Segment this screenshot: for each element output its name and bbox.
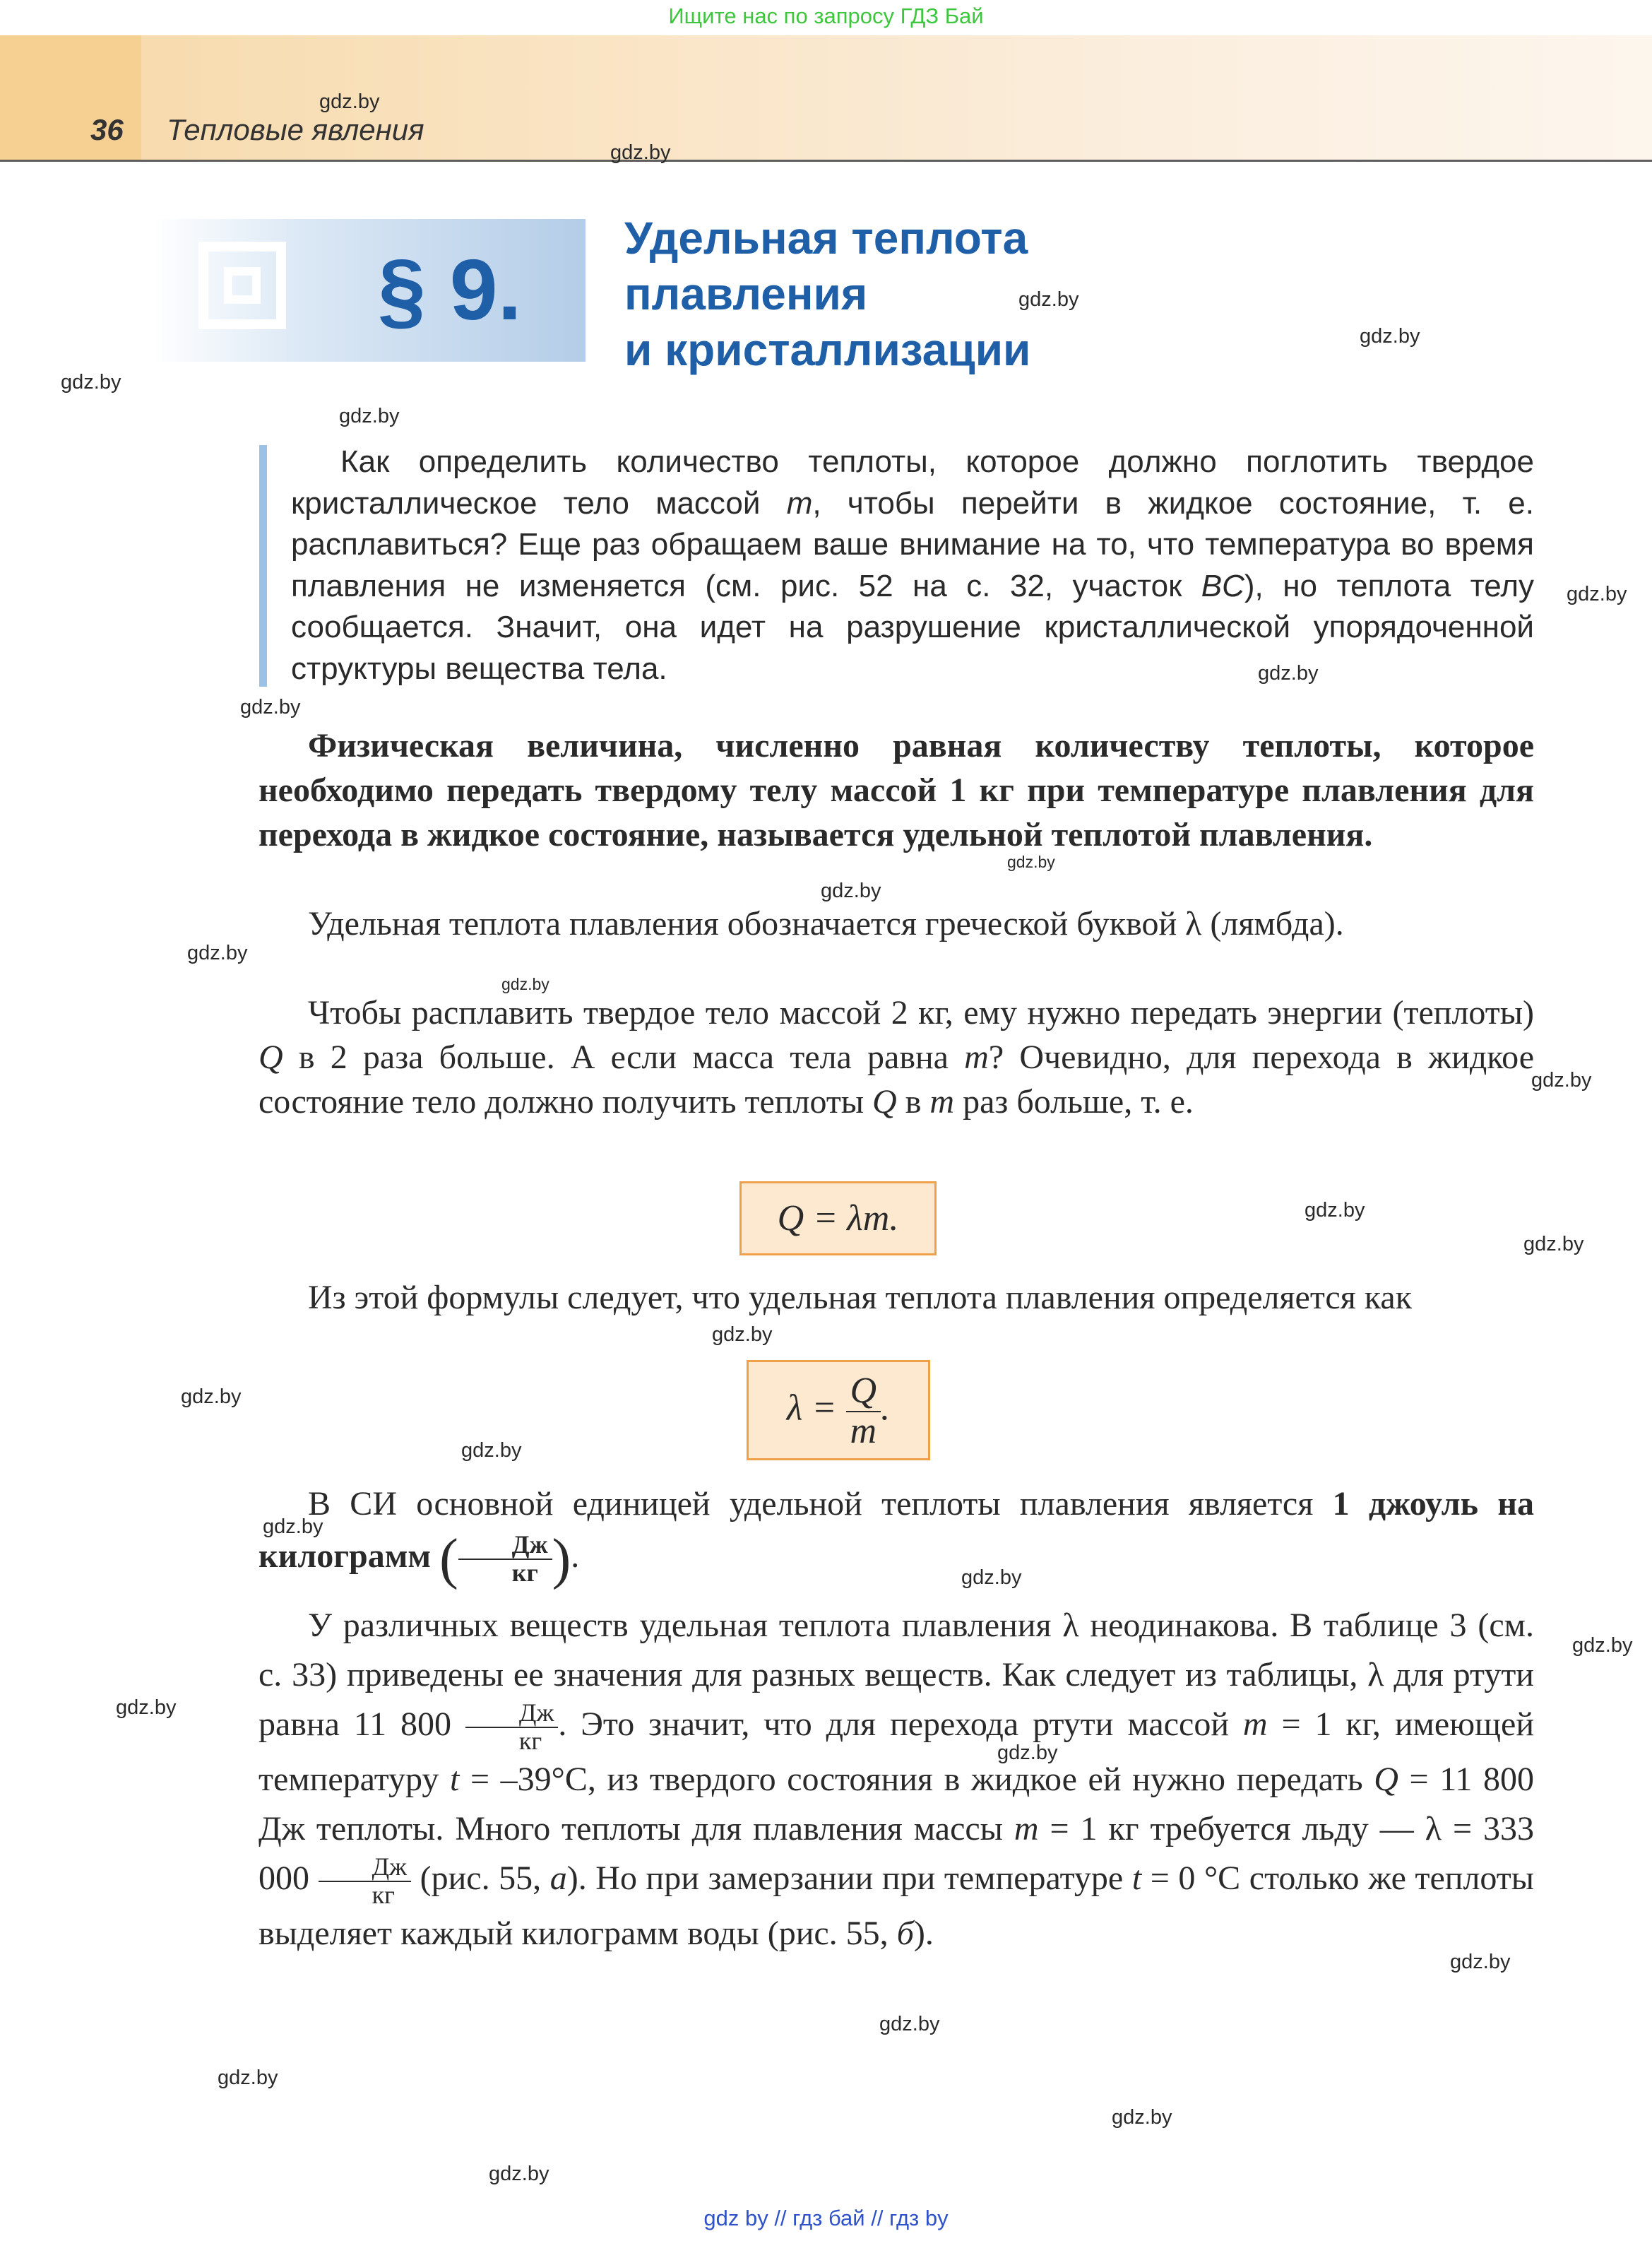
si-unit-paragraph: В СИ основной единицей удельной теплоты плавления является 1 джоуль на килограмм ( $\frac{Дж}{кг}$ ). — [259, 1485, 1535, 1590]
watermark: gdz.by — [712, 1323, 773, 1346]
formula-lhs: λ = — [786, 1388, 837, 1429]
watermark: gdz.by — [339, 405, 400, 427]
definition-paragraph: Физическая величина, численно равная количеству теплоты, которое необходимо передать твердому телу массой 1 кг при температуре плавления для перехода в жидкое состояние, называется удельной теплотой плавления. — [259, 727, 1534, 853]
section-title-line: и кристаллизации — [624, 324, 1031, 375]
square-emblem-icon — [198, 242, 286, 329]
intro-paragraph: Как определить количество теплоты, которое должно поглотить твердое кристаллическое тело массой m, чтобы перейти в жидкое состояние, т. е. расплавиться? Еще раз обращаем ваше внимание на то, что температура во время плавления не изменяется (см. рис. 52 на с. 32, участок BC), но теплота телу сообщается. Значит, она идет на разрушение кристаллической упорядоченной структуры вещества тела. — [291, 444, 1534, 686]
formula-derivation-paragraph: Из этой формулы следует, что удельная теплота плавления определяется как — [308, 1279, 1413, 1316]
watermark: gdz.by — [1007, 853, 1055, 871]
watermark: gdz.by — [263, 1515, 323, 1538]
watermark: gdz.by — [489, 2163, 549, 2185]
watermark: gdz.by — [1305, 1199, 1365, 1222]
watermark: gdz.by — [116, 1696, 177, 1719]
watermark: gdz.by — [1112, 2106, 1172, 2129]
header-divider — [0, 160, 1652, 162]
section-title — [624, 211, 1260, 378]
watermark: gdz.by — [61, 371, 121, 394]
watermark: gdz.by — [218, 2066, 278, 2089]
watermark: gdz.by — [501, 975, 549, 993]
lambda-paragraph: Удельная теплота плавления обозначается греческой буквой λ (лямбда). — [308, 905, 1344, 942]
section-number: § 9. — [378, 242, 522, 338]
intro-accent-bar — [259, 445, 267, 687]
watermark: gdz.by — [997, 1742, 1058, 1764]
watermark: gdz.by — [961, 1566, 1022, 1589]
watermark: gdz.by — [461, 1439, 522, 1462]
watermark: gdz.by — [610, 141, 671, 164]
formula-lambda-box: λ = $\frac{Q}{m}$ . — [747, 1360, 930, 1460]
section-title-line: плавления — [624, 268, 868, 319]
watermark: gdz.by — [1450, 1951, 1511, 1973]
formula-fraction: $\frac{Q}{m}$ — [846, 1372, 881, 1450]
watermark: gdz.by — [821, 880, 881, 902]
watermark: gdz.by — [1572, 1634, 1633, 1657]
table-paragraph: У различных веществ удельная теплота плавления λ неодинакова. В таблице 3 (см. с. 33) приведены ее значения для разных веществ. Как следует из таблицы, λ для ртути равна 11 800 $\frac{Дж}{кг}$ . Это значит, что для перехода ртути массой m = 1 кг, имеющей температуру t = –39°C, из твердого состояния в жидкое ей нужно передать Q = 11 800 Дж теплоты. Много теплоты для плавления массы m = 1 кг требуется льду — λ = 333 000 $\frac{Дж}{кг}$ (рис. 55, а). Но при замерзании при температуре t = 0 °С столько же теплоты выделяет каждый килограмм воды (рис. 55, б). — [259, 1607, 1535, 1952]
formula-heat-box: Q = λm. — [739, 1181, 937, 1255]
watermark: gdz.by — [181, 1385, 242, 1408]
watermark: gdz.by — [1018, 288, 1079, 311]
page-number: 36 — [90, 113, 124, 146]
footer-links[interactable]: gdz by // гдз бай // гдз by — [703, 2206, 949, 2230]
watermark: gdz.by — [879, 2013, 940, 2035]
watermark: gdz.by — [1531, 1069, 1592, 1092]
watermark: gdz.by — [1567, 583, 1627, 605]
watermark: gdz.by — [1523, 1233, 1584, 1255]
running-title: Тепловые явления — [167, 113, 424, 146]
watermark: gdz.by — [1258, 662, 1319, 685]
watermark: gdz.by — [1360, 325, 1420, 348]
watermark: gdz.by — [319, 90, 380, 113]
watermark: gdz.by — [240, 696, 301, 719]
top-banner[interactable]: Ищите нас по запросу ГДЗ Бай — [668, 4, 984, 28]
section-title-line: Удельная теплота — [624, 213, 1028, 264]
watermark: gdz.by — [187, 942, 248, 964]
mass-paragraph: Чтобы расплавить твердое тело массой 2 кг, ему нужно передать энергии (теплоты) Q в 2 раза больше. А если масса тела равна m? Очевидно, для перехода в жидкое состояние тело должно получить теплоты Q в m раз больше, т. е. — [259, 994, 1535, 1120]
